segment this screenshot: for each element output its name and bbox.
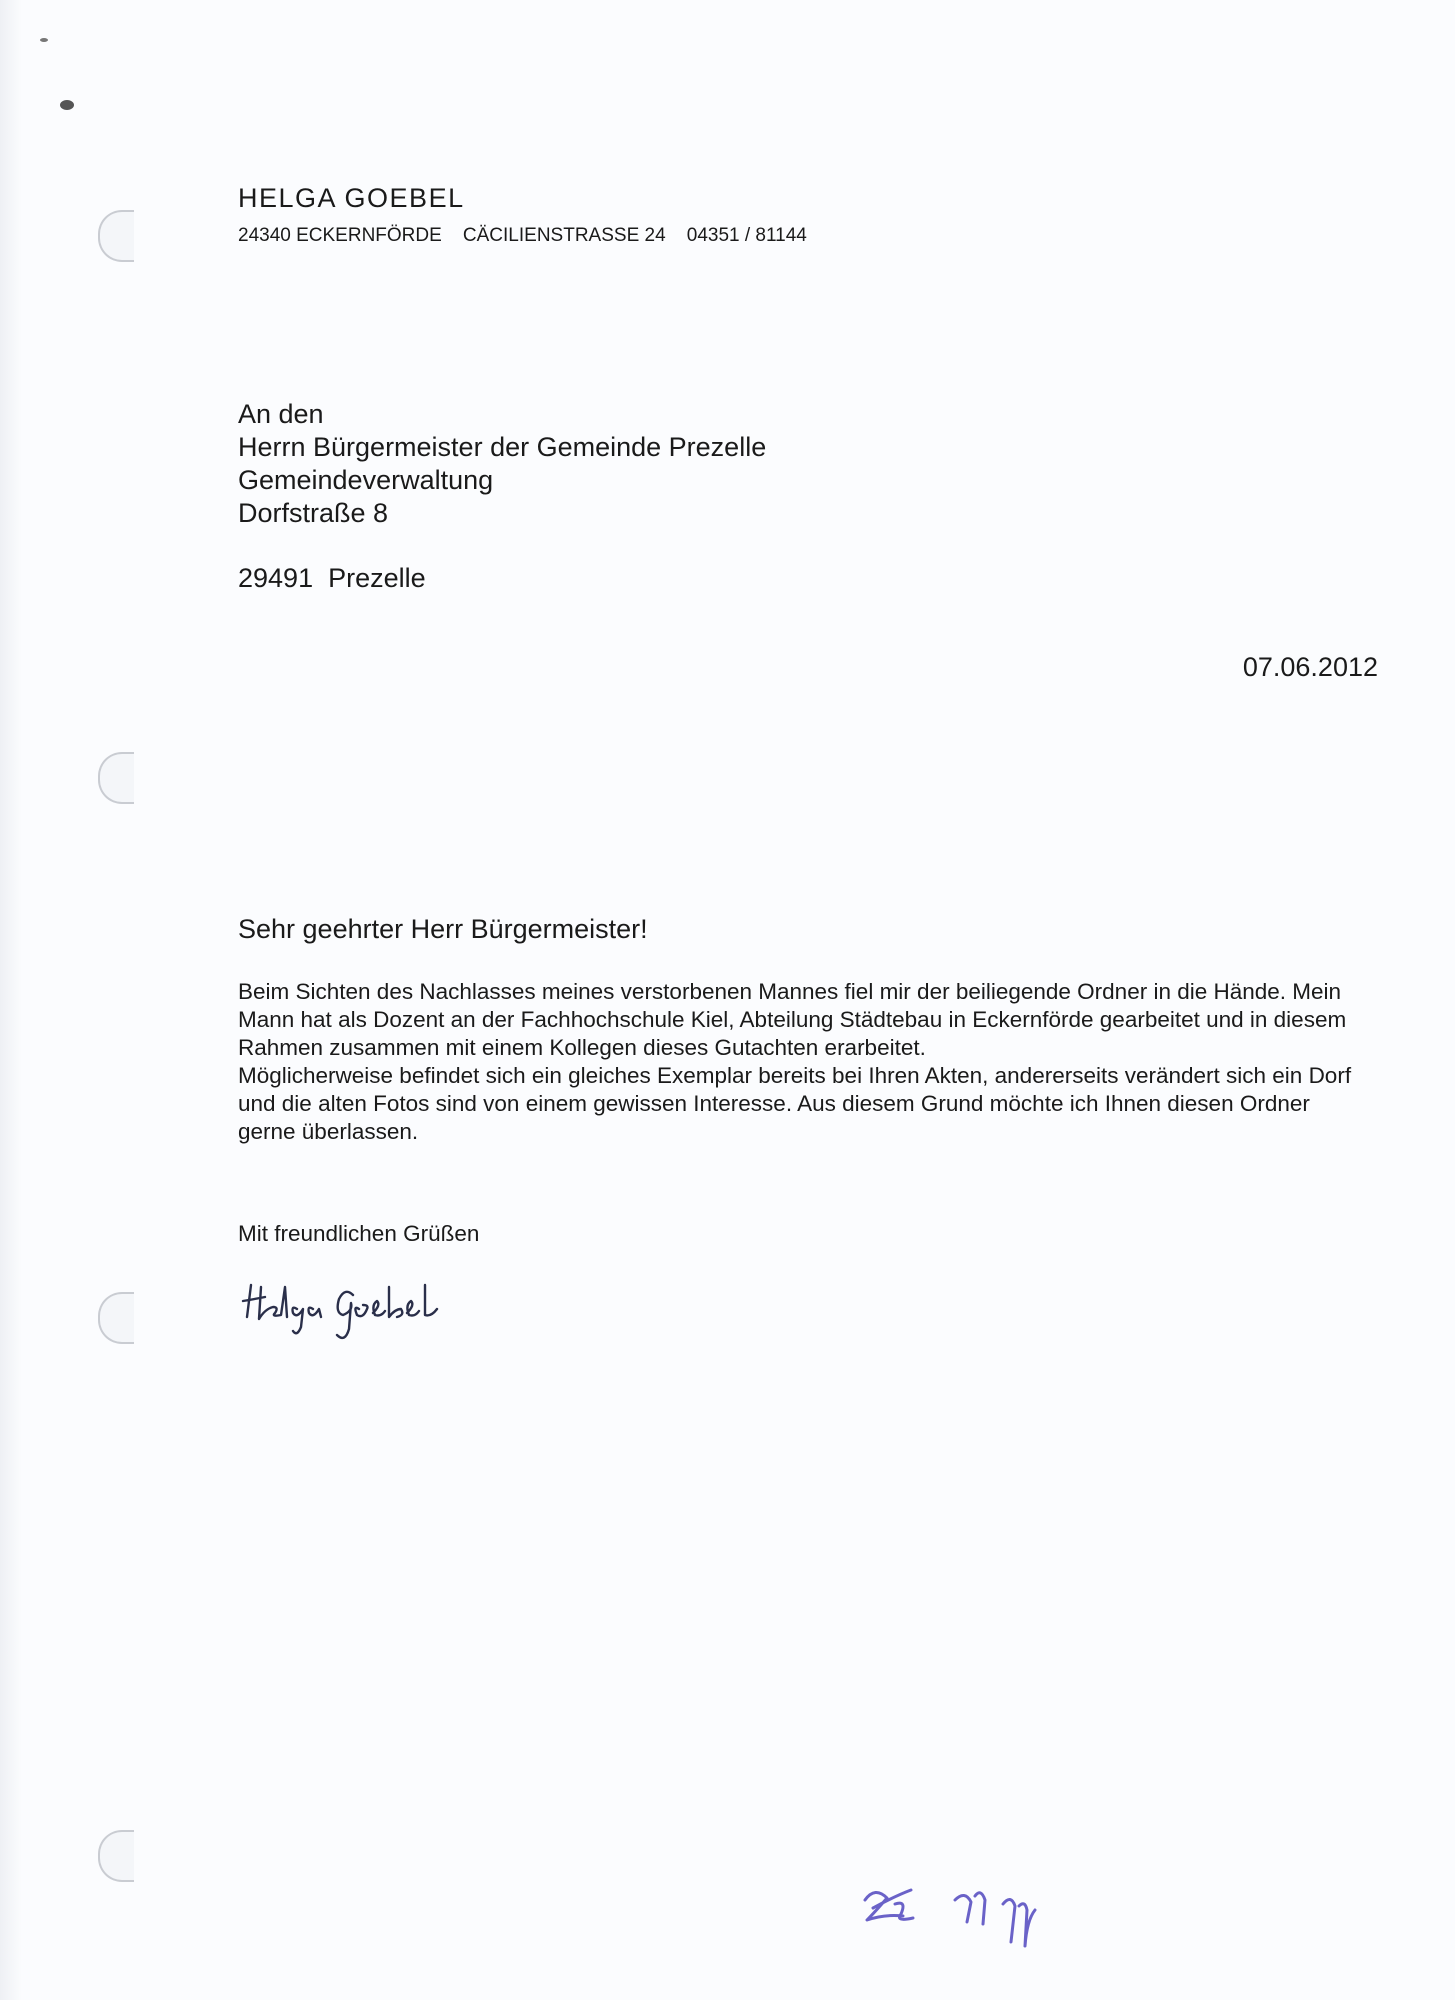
handwritten-signature	[235, 1265, 535, 1345]
punch-hole-2	[98, 752, 134, 804]
handwritten-initials-mark	[855, 1860, 1095, 1960]
scan-speck	[60, 100, 74, 110]
salutation: Sehr geehrter Herr Bürgermeister!	[238, 914, 648, 944]
punch-hole-3	[98, 1292, 134, 1344]
closing: Mit freundlichen Grüßen	[238, 1221, 480, 1246]
sender-name: HELGA GOEBEL	[238, 183, 465, 213]
sender-address-line: 24340 ECKERNFÖRDE CÄCILIENSTRASSE 24 04351 / 81144	[238, 225, 807, 246]
recipient-address	[238, 398, 766, 530]
recipient-line: An den	[238, 399, 324, 429]
scan-edge-shadow	[0, 0, 22, 2000]
letter-body	[238, 978, 1358, 1146]
recipient-line: Dorfstraße 8	[238, 498, 389, 528]
recipient-city-line: 29491 Prezelle	[238, 563, 426, 593]
body-paragraph: Möglicherweise befindet sich ein gleiches Exemplar bereits bei Ihren Akten, andererseits verändert sich ein Dorf und die alten Fotos sind von einem gewissen Interesse. Aus diesem Grund möchte ich Ihnen diesen Ordner gerne überlassen.	[238, 1063, 1352, 1144]
letter-date: 07.06.2012	[1242, 652, 1378, 682]
scan-speck	[40, 38, 48, 42]
punch-hole-1	[98, 210, 134, 262]
body-paragraph: Beim Sichten des Nachlasses meines verstorbenen Mannes fiel mir der beiliegende Ordner in die Hände. Mein Mann hat als Dozent an der Fachhochschule Kiel, Abteilung Städtebau in Eckernförde gearbeitet und in diesem Rahmen zusammen mit einem Kollegen dieses Gutachten erarbeitet.	[238, 979, 1347, 1060]
punch-hole-4	[98, 1830, 134, 1882]
recipient-line: Herrn Bürgermeister der Gemeinde Prezelle	[238, 432, 767, 462]
recipient-line: Gemeindeverwaltung	[238, 465, 494, 495]
